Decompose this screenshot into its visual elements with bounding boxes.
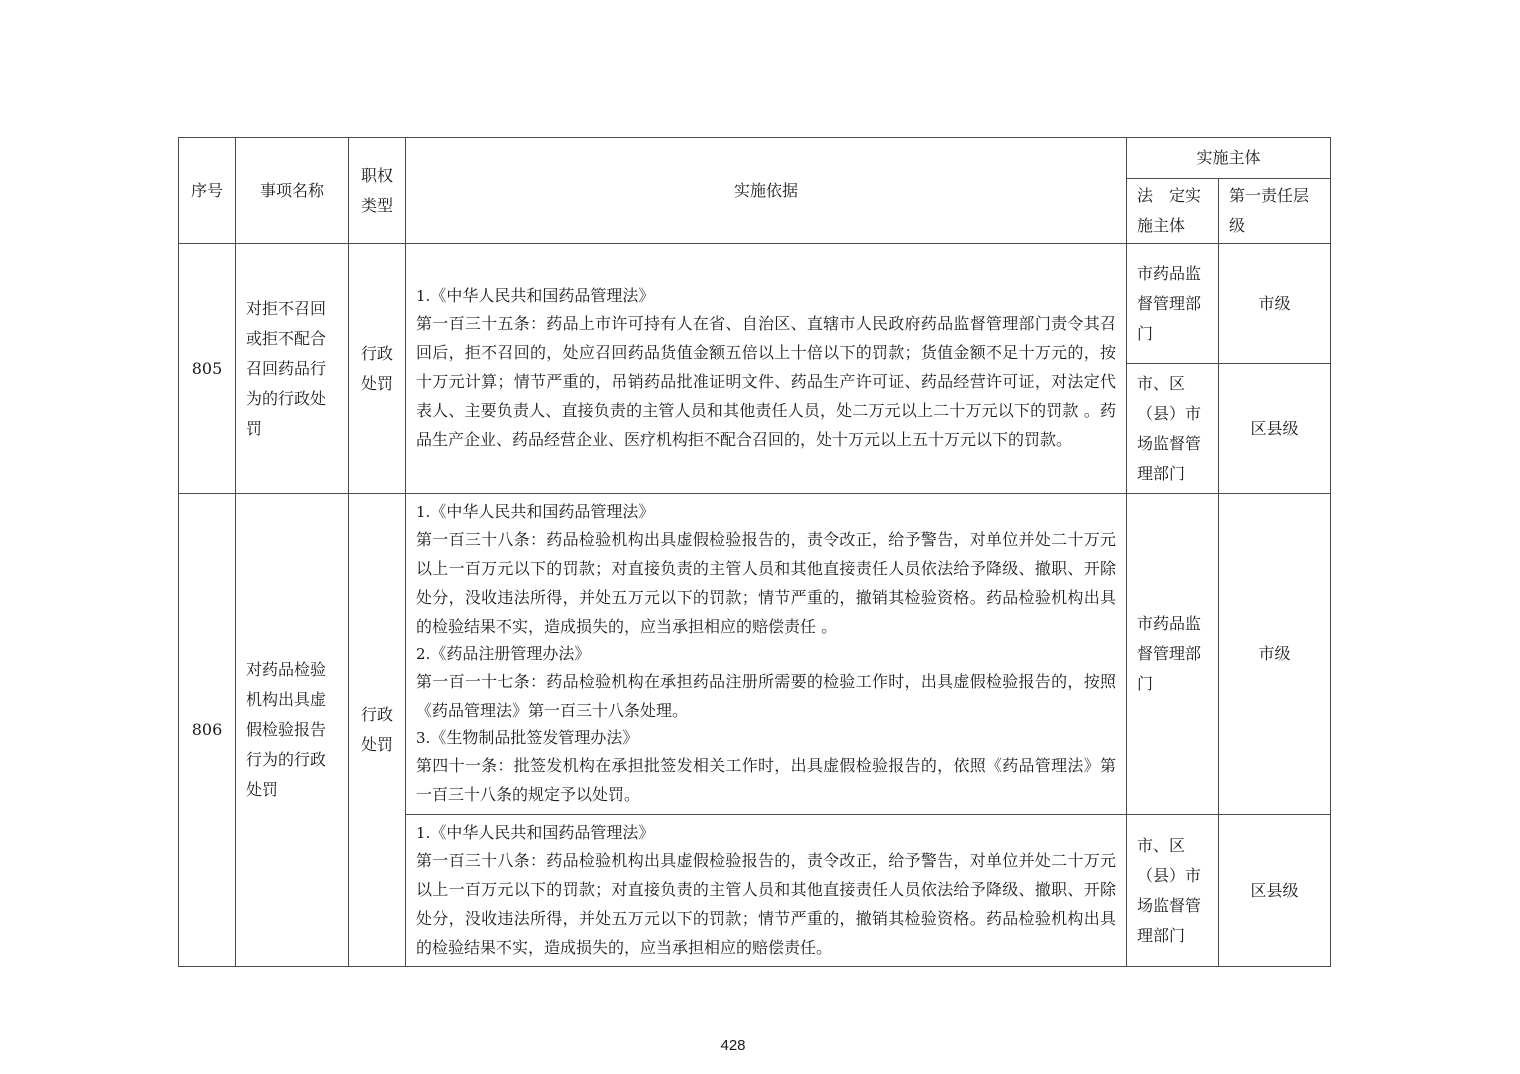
law-number: 3. bbox=[416, 729, 431, 747]
law-article: 第一百一十七条：药品检验机构在承担药品注册所需要的检验工作时，出具虚假检验报告的，按照《药品管理法》第一百三十八条处理。 bbox=[416, 672, 1116, 720]
row-806-basis-2 bbox=[406, 815, 1127, 967]
row-805-subject-level-1: 市级 bbox=[1219, 244, 1331, 364]
row-806-name: 对药品检验机构出具虚假检验报告行为的行政处罚 bbox=[236, 494, 349, 967]
header-subject: 实施主体 bbox=[1127, 138, 1331, 179]
law-number: 2. bbox=[416, 645, 431, 663]
law-article: 第一百三十八条：药品检验机构出具虚假检验报告的，责令改正，给予警告，对单位并处二十万元以上一百万元以下的罚款；对直接负责的主管人员和其他直接责任人员依法给予降级、撤职、开除处分，没收违法所得，并处五万元以下的罚款；情节严重的，撤销其检验资格。药品检验机构出具的检验结果不实，造成损失的，应当承担相应的赔偿责任。 bbox=[416, 850, 1116, 957]
law-title bbox=[416, 820, 1116, 846]
law-title bbox=[416, 499, 1116, 525]
law-title bbox=[416, 725, 1116, 751]
page-number: 428 bbox=[720, 1037, 746, 1054]
law-article: 第一百三十五条：药品上市许可持有人在省、自治区、直辖市人民政府药品监督管理部门责令其召回后，拒不召回的，处应召回药品货值金额五倍以上十倍以下的罚款；货值金额不足十万元的，按十万元计算；情节严重的，吊销药品批准证明文件、药品生产许可证、药品经营许可证，对法定代表人、主要负责人、直接负责的主管人员和其他责任人员，处二万元以上二十万元以下的罚款 。药品生产企业、药品经营企业、医疗机构拒不配合召回的，处十万元以上五十万元以下的罚款。 bbox=[416, 314, 1116, 449]
header-type-text: 职权类型 bbox=[360, 165, 393, 215]
row-805-subject-body-2: 市、区（县）市场监督管理部门 bbox=[1127, 364, 1219, 494]
row-806-type-text: 行政处罚 bbox=[360, 705, 393, 754]
row-805-subject-body-1: 市药品监督管理部门 bbox=[1127, 244, 1219, 364]
header-first-level-text: 第一责任层级 bbox=[1229, 186, 1310, 235]
header-name: 事项名称 bbox=[236, 138, 349, 244]
row-806-type bbox=[349, 494, 406, 967]
row-805-type bbox=[349, 244, 406, 494]
law-number: 1. bbox=[416, 823, 431, 842]
row-806-subject-body-1: 市药品监督管理部门 bbox=[1127, 494, 1219, 815]
header-type bbox=[349, 138, 406, 244]
row-805-name: 对拒不召回或拒不配合召回药品行为的行政处罚 bbox=[236, 244, 349, 494]
authority-list-table bbox=[178, 137, 1331, 967]
law-name: 《生物制品批签发管理办法》 bbox=[430, 728, 639, 747]
row-806-subject-level-1: 市级 bbox=[1219, 494, 1331, 815]
law-article: 第一百三十八条：药品检验机构出具虚假检验报告的，责令改正，给予警告，对单位并处二十万元以上一百万元以下的罚款；对直接负责的主管人员和其他直接责任人员依法给予降级、撤职、开除处分，没收违法所得，并处五万元以下的罚款；情节严重的，撤销其检验资格。药品检验机构出具的检验结果不实，造成损失的，应当承担相应的赔偿责任 。 bbox=[416, 530, 1116, 636]
law-name: 《中华人民共和国药品管理法》 bbox=[430, 822, 655, 842]
header-first-level bbox=[1219, 179, 1331, 244]
row-806-subject-body-2: 市、区（县）市场监督管理部门 bbox=[1127, 815, 1219, 967]
row-806-basis-1 bbox=[406, 494, 1127, 815]
row-805-basis bbox=[406, 244, 1127, 494]
law-number: 1. bbox=[416, 503, 431, 521]
row-805-seq: 805 bbox=[179, 244, 236, 494]
law-name: 《药品注册管理办法》 bbox=[430, 644, 591, 663]
law-title bbox=[416, 641, 1116, 667]
law-title bbox=[416, 283, 1116, 309]
row-805-type-text: 行政处罚 bbox=[360, 343, 393, 393]
header-basis: 实施依据 bbox=[406, 138, 1127, 244]
row-805-subject-level-2: 区县级 bbox=[1219, 364, 1331, 494]
header-legal-body bbox=[1127, 179, 1219, 244]
header-seq: 序号 bbox=[179, 138, 236, 244]
law-name: 《中华人民共和国药品管理法》 bbox=[430, 502, 655, 521]
row-806-subject-level-2: 区县级 bbox=[1219, 815, 1331, 967]
law-article: 第四十一条：批签发机构在承担批签发相关工作时，出具虚假检验报告的，依照《药品管理法》第一百三十八条的规定予以处罚。 bbox=[416, 756, 1116, 804]
row-806-seq: 806 bbox=[179, 494, 236, 967]
law-name: 《中华人民共和国药品管理法》 bbox=[430, 286, 655, 305]
law-number: 1. bbox=[416, 287, 431, 305]
header-legal-body-text: 法 定实施主体 bbox=[1137, 186, 1202, 235]
